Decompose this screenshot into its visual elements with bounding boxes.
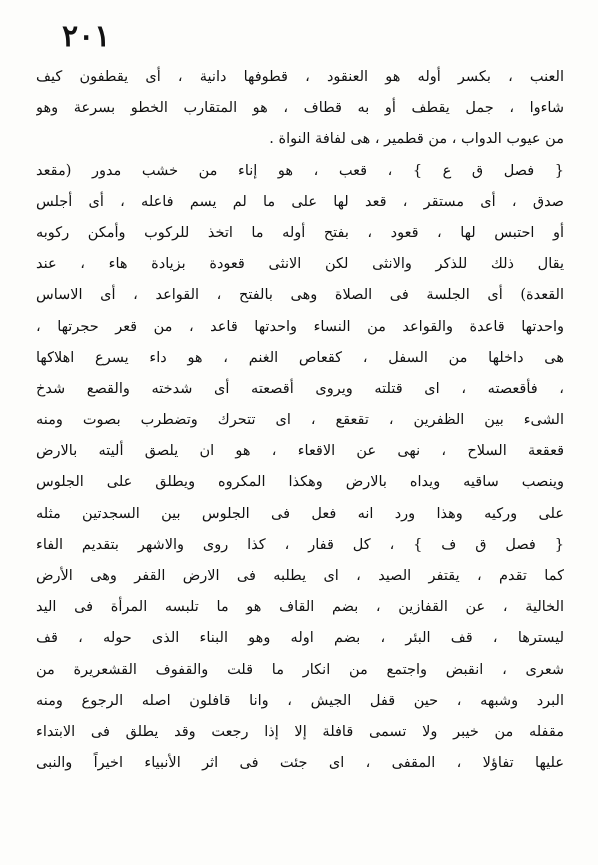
body-text [36, 62, 564, 779]
text-line: مقفله من خيبر ولا تسمى قافلة إلا إذا رجعت وقد يطلق فى الابتداء [36, 723, 564, 740]
text-line: من عيوب الدواب ، من قطمير ، هى لفافة النواة . [269, 131, 564, 148]
text-line: أو احتبس لها ، قعود ، بفتح أوله ما اتخذ للركوب وأمكن ركوبه [36, 224, 564, 241]
text-line: الخالية ، عن القفازين ، بضم القاف هو ما تلبسه المرأة فى اليد [36, 599, 564, 616]
text-line: واحدتها قاعدة والقواعد من النساء واحدتها قاعد ، من قعر حجرتها ، [36, 318, 564, 335]
text-line: قعقعة السلاح ، نهى عن الاقعاء ، هو ان يلصق أليته بالارض [36, 443, 564, 460]
text-line: عليها تفاؤلا ، المقفى ، اى جئت فى اثر الأنبياء اخيراً والنبى [36, 755, 564, 772]
text-line: العنب ، بكسر أوله هو العنقود ، قطوفها دانية ، أى يقطفون كيف [36, 69, 564, 85]
text-line: هى داخلها من السفل ، كقعاص الغنم ، هو داء يسرع اهلاكها [36, 349, 564, 366]
text-line: شعرى ، انقبض واجتمع من انكار ما قلت والقفوف القشعريرة من [36, 661, 564, 678]
text-line: يقال ذلك للذكر والانثى لكن الانثى قعودة بزيادة هاء ، عند [36, 256, 564, 273]
section-heading-line: { فصل ق ف } ، كل قفار ، كذا روى والاشهر بتقديم الفاء [36, 536, 564, 553]
text-line: شاءوا ، جمل يقطف أو به قطاف ، هو المتقارب الخطو بسرعة وهو [36, 100, 564, 117]
text-line: على وركيه وهذا ورد انه فعل فى الجلوس بين السجدتين مثله [36, 505, 564, 522]
text-line: وينصب ساقيه ويداه بالارض وهكذا المكروه ويطلق على الجلوس [36, 474, 564, 491]
text-line: القعدة) أى الجلسة فى الصلاة وهى بالفتح ، القواعد ، أى الاساس [36, 287, 564, 304]
page-number: ٢٠١ [62, 19, 111, 54]
text-line: كما تقدم ، يقتفر الصيد ، اى يطلبه فى الارض القفر وهى الأرض [36, 568, 564, 584]
text-line: ، فأقعصته ، اى قتلته ويروى أقصعته أى شدخته والقصع شدخ [36, 380, 564, 397]
text-line: الشىء بين الظفرين ، تقعقع ، اى تتحرك وتضطرب بصوت ومنه [36, 412, 564, 429]
section-heading-line: { فصل ق ع } ، قعب ، هو إناء من خشب مدور (مقعد [36, 162, 564, 179]
text-line: ليسترها ، قف البئر ، بضم اوله وهو البناء الذى حوله ، قف [36, 630, 564, 647]
text-line: البرد وشبهه ، حين قفل الجيش ، وانا قافلون اصله الرجوع ومنه [36, 692, 564, 709]
text-line: صدق ، أى مستقر ، قعد لها على ما لم يسم فاعله ، أى أجلس [36, 193, 564, 210]
